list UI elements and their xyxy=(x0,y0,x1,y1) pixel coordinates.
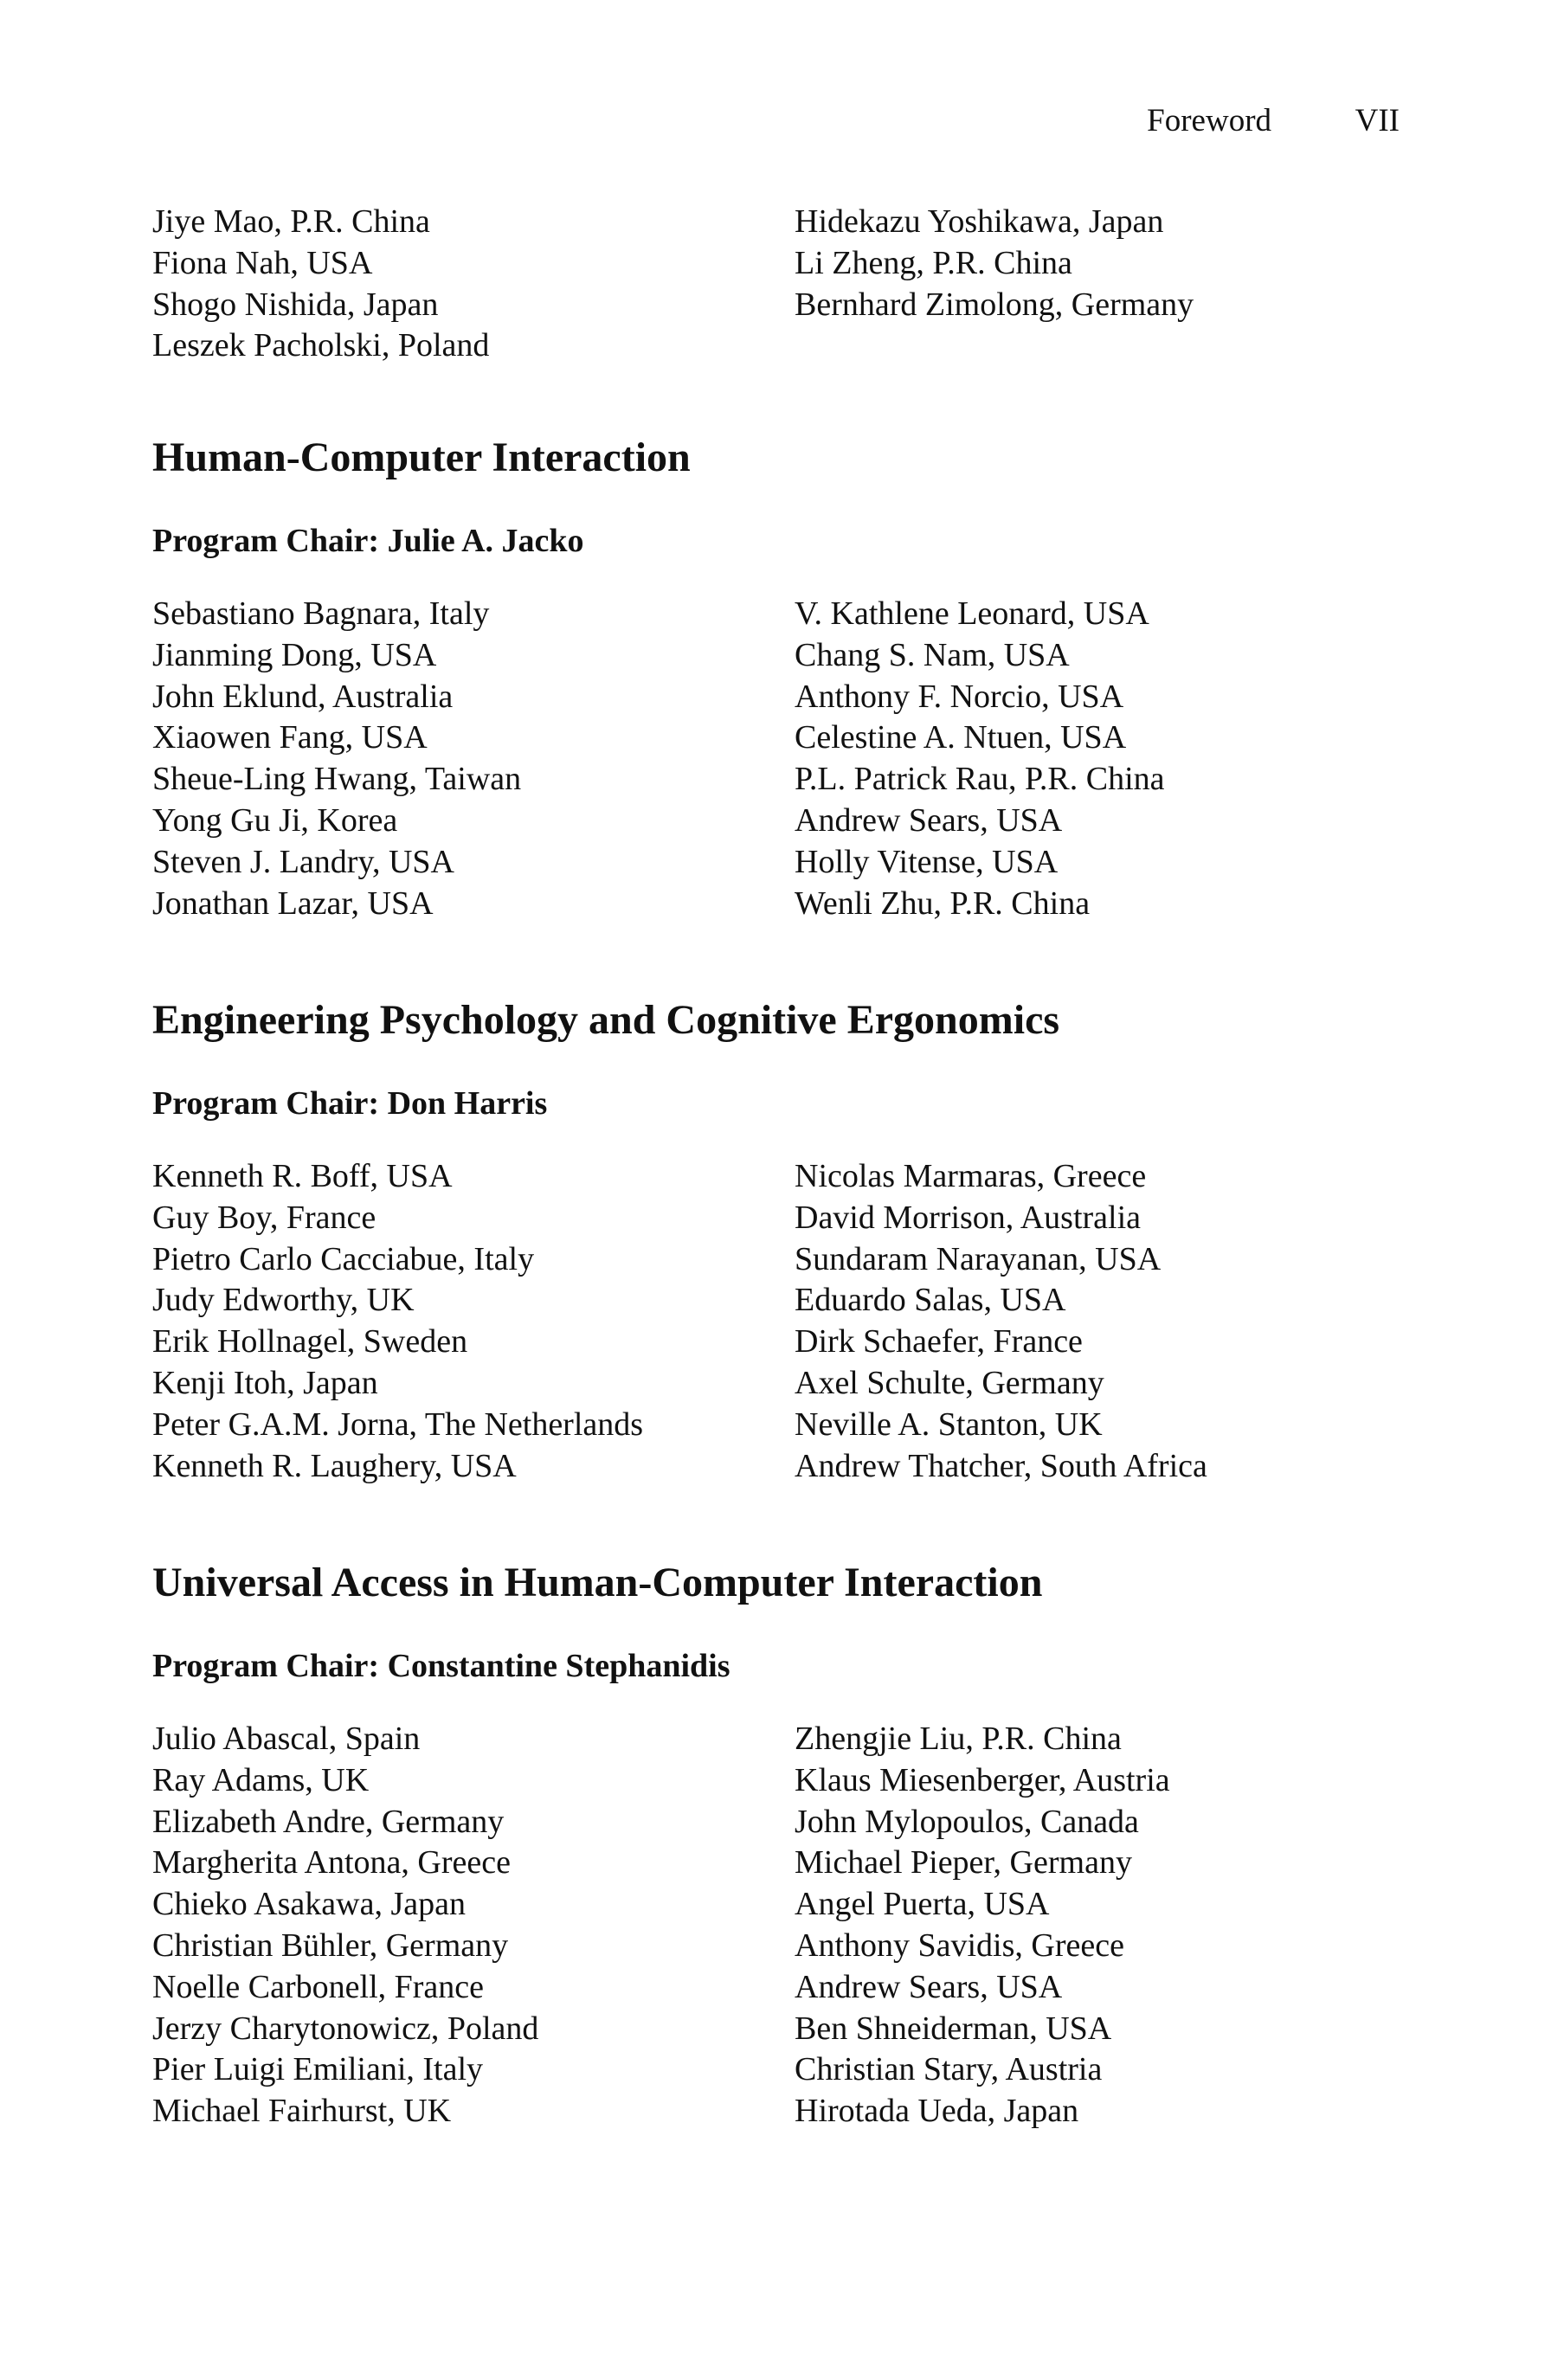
list-item: Shogo Nishida, Japan xyxy=(152,286,439,323)
list-item: Axel Schulte, Germany xyxy=(795,1364,1104,1401)
list-item: P.L. Patrick Rau, P.R. China xyxy=(795,761,1165,798)
member-list-left xyxy=(152,594,521,924)
list-item: Eduardo Salas, USA xyxy=(795,1282,1066,1319)
list-item: Leszek Pacholski, Poland xyxy=(152,327,490,364)
list-item: Wenli Zhu, P.R. China xyxy=(795,884,1091,922)
list-item: Li Zheng, P.R. China xyxy=(795,244,1072,281)
section-title: Universal Access in Human-Computer Interaction xyxy=(152,1560,1043,1605)
list-item: John Mylopoulos, Canada xyxy=(795,1803,1139,1840)
member-list-left xyxy=(152,202,489,367)
list-item: Ray Adams, UK xyxy=(152,1761,370,1798)
member-list-right xyxy=(795,1156,1207,1487)
list-item: Hirotada Ueda, Japan xyxy=(795,2093,1079,2130)
list-item: Michael Pieper, Germany xyxy=(795,1844,1132,1881)
list-item: Chieko Asakawa, Japan xyxy=(152,1886,466,1923)
list-item: V. Kathlene Leonard, USA xyxy=(795,595,1149,632)
list-item: Judy Edworthy, UK xyxy=(152,1282,415,1319)
list-item: Fiona Nah, USA xyxy=(152,244,373,281)
list-item: Peter G.A.M. Jorna, The Netherlands xyxy=(152,1405,644,1443)
member-list-right xyxy=(795,1719,1170,2132)
member-list-left xyxy=(152,1156,643,1487)
running-header xyxy=(1147,102,1400,140)
list-item: Sundaram Narayanan, USA xyxy=(795,1240,1162,1277)
list-item: Dirk Schaefer, France xyxy=(795,1323,1083,1360)
list-item: Michael Fairhurst, UK xyxy=(152,2093,452,2130)
list-item: Julio Abascal, Spain xyxy=(152,1721,421,1757)
list-item: Ben Shneiderman, USA xyxy=(795,2010,1112,2047)
list-item: Noelle Carbonell, France xyxy=(152,1968,485,2005)
running-header-title: Foreword xyxy=(1147,103,1272,138)
list-item: Nicolas Marmaras, Greece xyxy=(795,1158,1147,1194)
list-item: Sheue-Ling Hwang, Taiwan xyxy=(152,761,522,798)
list-item: Zhengjie Liu, P.R. China xyxy=(795,1721,1122,1757)
list-item: Kenji Itoh, Japan xyxy=(152,1364,378,1401)
section-title: Engineering Psychology and Cognitive Ergonomics xyxy=(152,997,1060,1043)
list-item: Sebastiano Bagnara, Italy xyxy=(152,595,490,632)
list-item: Christian Stary, Austria xyxy=(795,2051,1103,2088)
list-item: Bernhard Zimolong, Germany xyxy=(795,286,1194,323)
list-item: Jiye Mao, P.R. China xyxy=(152,203,430,240)
list-item: Yong Gu Ji, Korea xyxy=(152,801,398,839)
list-item: Christian Bühler, Germany xyxy=(152,1927,509,1964)
list-item: Xiaowen Fang, USA xyxy=(152,719,428,756)
list-item: Pier Luigi Emiliani, Italy xyxy=(152,2051,484,2088)
list-item: Neville A. Stanton, UK xyxy=(795,1405,1103,1443)
list-item: Erik Hollnagel, Sweden xyxy=(152,1323,468,1360)
list-item: Andrew Thatcher, South Africa xyxy=(795,1447,1207,1484)
list-item: Jerzy Charytonowicz, Poland xyxy=(152,2010,539,2047)
list-item: Celestine A. Ntuen, USA xyxy=(795,719,1127,756)
list-item: Steven J. Landry, USA xyxy=(152,843,454,880)
list-item: Angel Puerta, USA xyxy=(795,1886,1050,1923)
list-item: Klaus Miesenberger, Austria xyxy=(795,1761,1170,1798)
list-item: Kenneth R. Laughery, USA xyxy=(152,1447,517,1484)
list-item: Elizabeth Andre, Germany xyxy=(152,1803,505,1840)
program-chair: Program Chair: Constantine Stephanidis xyxy=(152,1648,730,1684)
list-item: John Eklund, Australia xyxy=(152,678,454,715)
list-item: Chang S. Nam, USA xyxy=(795,636,1070,673)
list-item: Jonathan Lazar, USA xyxy=(152,884,434,922)
page-number: VII xyxy=(1355,103,1400,138)
list-item: Andrew Sears, USA xyxy=(795,801,1063,839)
list-item: Guy Boy, France xyxy=(152,1199,376,1236)
program-chair: Program Chair: Don Harris xyxy=(152,1085,548,1122)
list-item: Hidekazu Yoshikawa, Japan xyxy=(795,203,1164,240)
list-item: Anthony F. Norcio, USA xyxy=(795,678,1124,715)
list-item: Margherita Antona, Greece xyxy=(152,1844,511,1881)
list-item: Holly Vitense, USA xyxy=(795,843,1059,880)
list-item: David Morrison, Australia xyxy=(795,1199,1142,1236)
section-title: Human-Computer Interaction xyxy=(152,434,691,480)
program-chair: Program Chair: Julie A. Jacko xyxy=(152,523,584,559)
member-list-right xyxy=(795,202,1194,325)
list-item: Jianming Dong, USA xyxy=(152,636,437,673)
member-list-left xyxy=(152,1719,538,2132)
list-item: Andrew Sears, USA xyxy=(795,1968,1063,2005)
list-item: Pietro Carlo Cacciabue, Italy xyxy=(152,1240,535,1277)
list-item: Kenneth R. Boff, USA xyxy=(152,1158,453,1194)
member-list-right xyxy=(795,594,1165,924)
list-item: Anthony Savidis, Greece xyxy=(795,1927,1124,1964)
